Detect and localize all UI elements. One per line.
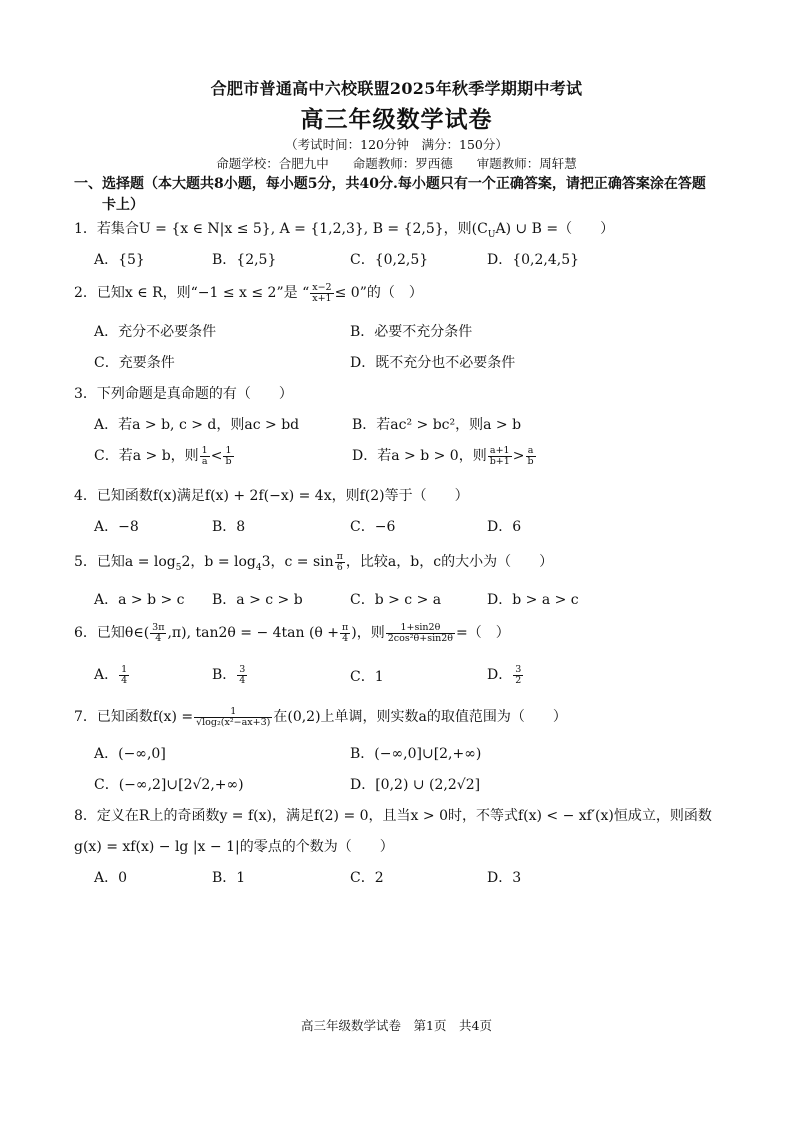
q3-option-b[interactable]: B．若ac² > bc²，则a > b: [352, 417, 522, 433]
q5-stem-b: 2，b = log: [181, 554, 256, 570]
q6-frac3: [386, 623, 455, 644]
q3c-f2-num: 1: [223, 446, 233, 457]
q6-option-c[interactable]: C．1: [350, 669, 384, 685]
q3d-f1-den: b+1: [489, 455, 510, 467]
setter-label: 命题教师：罗西德: [352, 156, 453, 171]
q3c-frac2: [223, 446, 233, 467]
q3c-frac1: [200, 446, 210, 467]
q3d-f2-den: b: [527, 455, 534, 467]
q3d-frac2: [526, 446, 536, 467]
q1-stem-text: 1．若集合U = {x ∈ N|x ≤ 5}, A = {1,2,3}, B = {2,5}，则(C: [74, 221, 488, 237]
q8-option-d[interactable]: D．3: [487, 870, 522, 886]
q5-option-d[interactable]: D．b > a > c: [487, 592, 579, 608]
q4-option-d[interactable]: D．6: [487, 519, 522, 535]
q5-stem-d: ，比较a，b，c的大小为（ ）: [345, 554, 554, 570]
school-label: 命题学校：合肥九中: [216, 156, 329, 171]
question-1-stem: [74, 218, 614, 240]
q3c-f1-den: a: [201, 455, 208, 467]
q3d-gt: >: [512, 448, 525, 464]
q2-option-d[interactable]: D．既不充分也不必要条件: [350, 355, 516, 371]
q7-stem-a: 7．已知函数f(x) =: [74, 709, 194, 725]
q1-stem-sub: U: [487, 229, 496, 240]
q6-option-b[interactable]: [212, 664, 248, 686]
q2-frac-num: x−2: [312, 281, 332, 293]
q6d-pre: D．: [487, 667, 513, 683]
q6-stem-a: 6．已知θ∈(: [74, 625, 150, 641]
q5-fraction: [335, 552, 345, 573]
q6-f2-den: 4: [342, 632, 349, 644]
section-title-line2: 卡上）: [102, 197, 144, 213]
q7-option-b[interactable]: B．(−∞,0]∪[2,+∞): [350, 746, 482, 762]
q3c-f1-num: 1: [201, 444, 208, 456]
question-6-stem: [74, 622, 510, 644]
q6a-frac: [119, 665, 129, 686]
question-5-stem: [74, 551, 553, 573]
q3d-pre: D．若a > b > 0，则: [352, 448, 487, 464]
q6b-pre: B．: [212, 667, 237, 683]
q6-stem-d: =（ ）: [456, 625, 510, 641]
q2-frac-den: x+1: [312, 292, 332, 304]
q2-option-c[interactable]: C．充要条件: [94, 355, 175, 371]
q4-option-c[interactable]: C．−6: [350, 519, 396, 535]
q1-option-a[interactable]: A．{5}: [94, 252, 145, 268]
q2-stem-b: ≤ 0”的（ ）: [334, 285, 423, 301]
page-footer: 高三年级数学试卷 第1页 共4页: [301, 1018, 492, 1033]
q5-stem-c: 3，c = sin: [261, 554, 334, 570]
q6-frac2: [340, 623, 350, 644]
q1-stem-tail: A) ∪ B =（ ）: [495, 221, 615, 237]
q6-stem-b: ,π), tan2θ = − 4tan (θ +: [167, 625, 340, 641]
q3-option-c[interactable]: [94, 445, 235, 467]
q8-option-c[interactable]: C．2: [350, 870, 384, 886]
q7-option-a[interactable]: A．(−∞,0]: [94, 746, 166, 762]
question-7-stem: [74, 706, 567, 728]
q3c-lt: <: [210, 448, 223, 464]
q7-option-d[interactable]: D．[0,2) ∪ (2,2√2]: [350, 777, 481, 793]
q6-option-a[interactable]: [94, 664, 130, 686]
question-4-stem: 4．已知函数f(x)满足f(x) + 2f(−x) = 4x，则f(2)等于（ ）: [74, 488, 469, 504]
paper-title: 高三年级数学试卷: [300, 106, 493, 133]
q3-option-d[interactable]: [352, 445, 537, 467]
q1-option-c[interactable]: C．{0,2,5}: [350, 252, 429, 268]
q3c-f2-den: b: [225, 455, 232, 467]
q5-option-a[interactable]: A．a > b > c: [94, 592, 185, 608]
q8-option-a[interactable]: A．0: [94, 870, 128, 886]
q8-option-b[interactable]: B．1: [212, 870, 246, 886]
q6d-num: 3: [515, 663, 522, 675]
q3d-f1-num: a+1: [488, 446, 512, 457]
q5-stem-a: 5．已知a = log: [74, 554, 176, 570]
q3-option-a[interactable]: A．若a > b, c > d，则ac > bd: [94, 417, 300, 433]
q6b-num: 3: [239, 663, 246, 675]
q5-sub2: 4: [255, 562, 262, 573]
q7-stem-b: 在(0,2)上单调，则实数a的取值范围为（ ）: [273, 709, 567, 725]
q2-fraction: [310, 283, 333, 304]
q6a-num: 1: [121, 663, 128, 675]
q6-f1-den: 4: [155, 632, 162, 644]
q4-option-a[interactable]: A．−8: [94, 519, 139, 535]
question-3-stem: 3．下列命题是真命题的有（ ）: [74, 386, 293, 402]
q7-frac-den: √log₂(x²−ax+3): [196, 716, 271, 728]
q6a-pre: A．: [94, 667, 119, 683]
q3d-frac1: [488, 446, 512, 467]
author-info: [0, 154, 793, 172]
q5-frac-den: 6: [336, 561, 343, 573]
question-2-stem: [74, 282, 423, 304]
section-title: [74, 174, 734, 216]
reviewer-label: 审题教师：周轩慧: [476, 156, 577, 171]
q6-f1-num: 3π: [152, 621, 165, 633]
q2-option-b[interactable]: B．必要不充分条件: [350, 324, 473, 340]
q6-stem-c: )，则: [351, 625, 385, 641]
q5-option-b[interactable]: B．a > c > b: [212, 592, 303, 608]
q7-frac-num: 1: [194, 707, 272, 718]
exam-org-title: 合肥市普通高中六校联盟2025年秋季学期期中考试: [210, 79, 583, 98]
q5-frac-num: π: [336, 550, 343, 562]
q7-fraction: [194, 707, 272, 728]
q3c-pre: C．若a > b，则: [94, 448, 199, 464]
q6-f3-den: 2cos²θ+sin2θ: [387, 632, 454, 644]
q2-option-a[interactable]: A．充分不必要条件: [94, 324, 217, 340]
question-8-stem-line2: g(x) = xf(x) − lg |x − 1|的零点的个数为（ ）: [74, 839, 394, 855]
q1-option-b[interactable]: B．{2,5}: [212, 252, 277, 268]
q6-frac1: [150, 623, 166, 644]
q6d-frac: [513, 665, 523, 686]
question-8-stem-line1: 8．定义在R上的奇函数y = f(x)，满足f(2) = 0，且当x > 0时，不等式f(x) < − xf′(x)恒成立，则函数: [74, 808, 712, 824]
q6-option-d[interactable]: [487, 664, 524, 686]
q6b-den: 4: [239, 674, 246, 686]
q5-option-c[interactable]: C．b > c > a: [350, 592, 442, 608]
time-score-info: （考试时间：120分钟 满分：150分）: [285, 137, 508, 152]
q3d-f2-num: a: [526, 446, 536, 457]
section-title-line1: 一、选择题（本大题共8小题，每小题5分，共40分.每小题只有一个正确答案，请把正确答案涂在答题: [74, 176, 706, 192]
q6b-frac: [237, 665, 247, 686]
q7-option-c[interactable]: C．(−∞,2]∪[2√2,+∞): [94, 777, 244, 793]
q6-f3-num: 1+sin2θ: [386, 623, 455, 634]
q6a-den: 4: [121, 674, 128, 686]
q6-f2-num: π: [342, 621, 349, 633]
q2-stem-a: 2．已知x ∈ R，则“−1 ≤ x ≤ 2”是 “: [74, 285, 310, 301]
q1-option-d[interactable]: D．{0,2,4,5}: [487, 252, 580, 268]
q5-sub1: 5: [175, 562, 182, 573]
q4-option-b[interactable]: B．8: [212, 519, 246, 535]
q6d-den: 2: [515, 674, 522, 686]
